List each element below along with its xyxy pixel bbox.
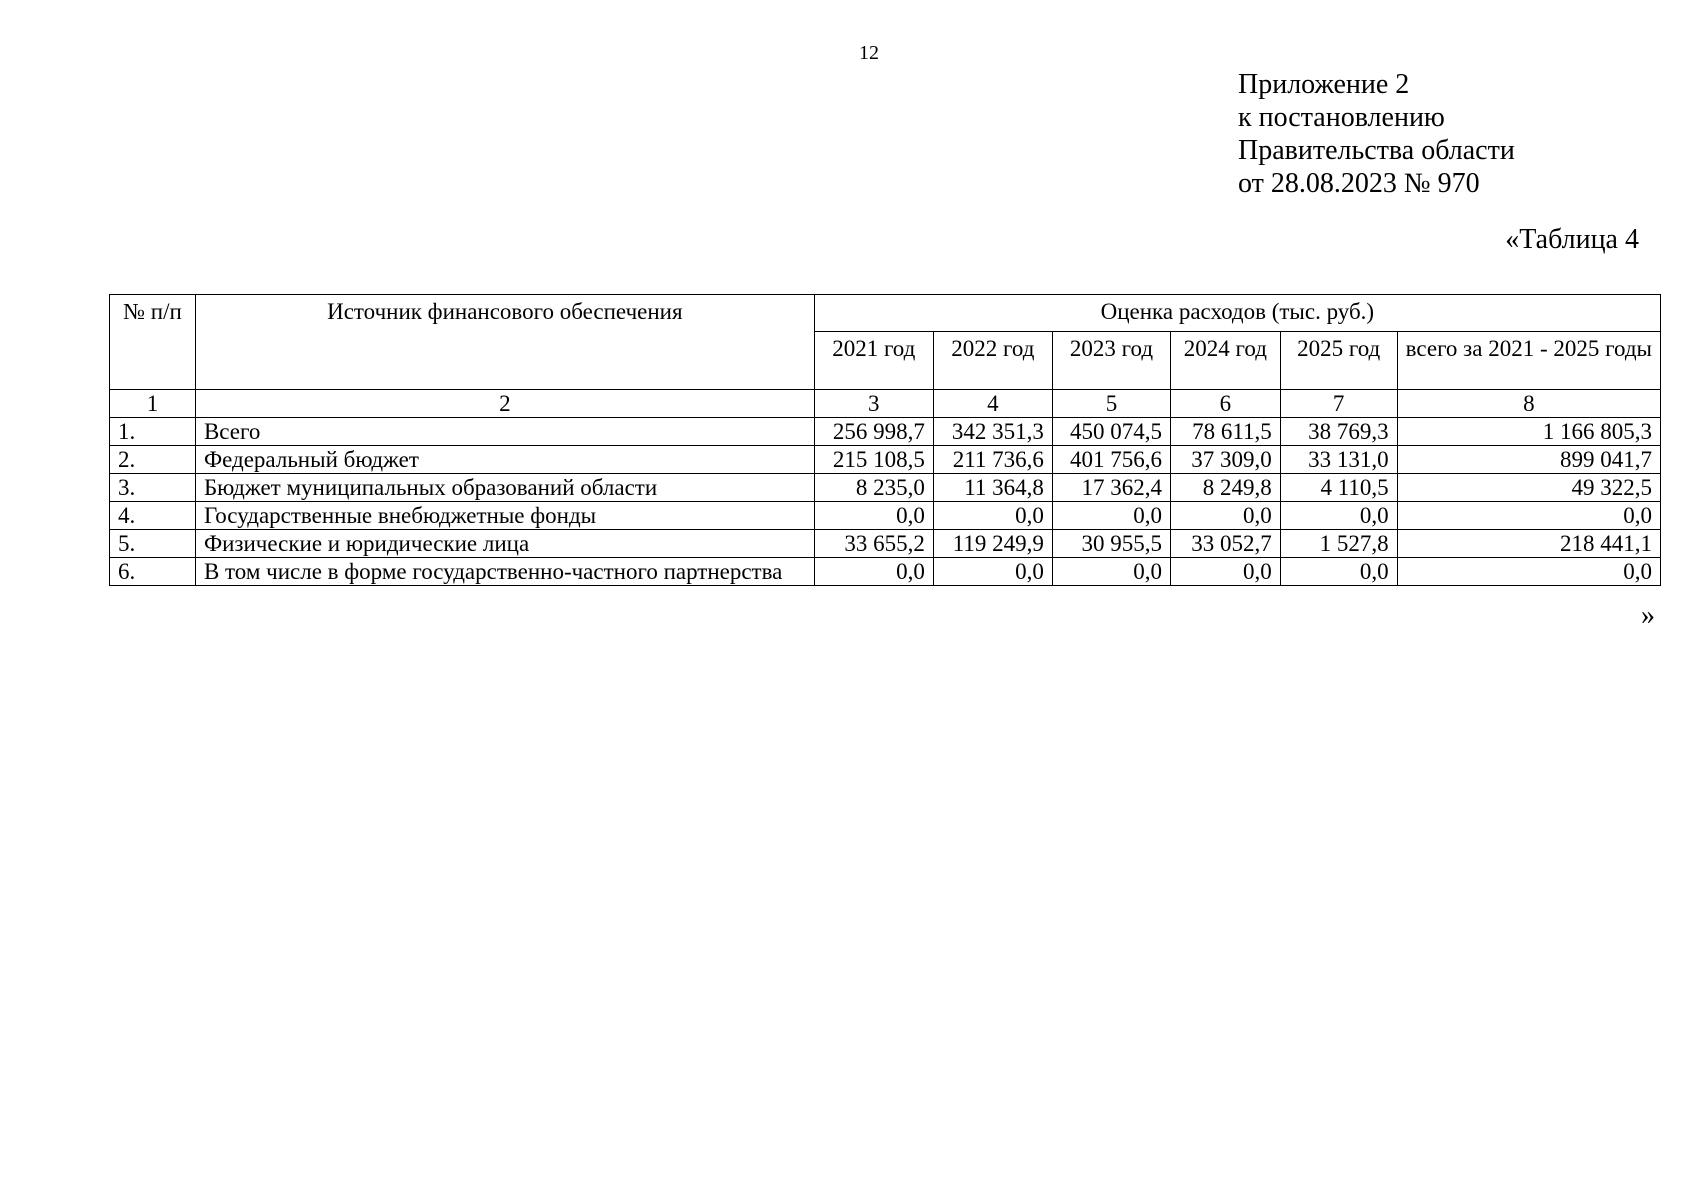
row-value: 0,0 bbox=[1397, 502, 1660, 530]
row-value: 215 108,5 bbox=[814, 446, 933, 474]
row-value: 0,0 bbox=[1280, 558, 1397, 586]
header-source: Источник финансового обеспечения bbox=[195, 295, 814, 390]
row-value: 78 611,5 bbox=[1171, 418, 1281, 446]
row-source: Бюджет муниципальных образований области bbox=[195, 474, 814, 502]
row-value: 0,0 bbox=[814, 502, 933, 530]
row-value: 401 756,6 bbox=[1052, 446, 1170, 474]
row-value: 38 769,3 bbox=[1280, 418, 1397, 446]
appendix-line: Приложение 2 bbox=[1238, 69, 1410, 100]
header-year: 2022 год bbox=[933, 332, 1052, 390]
row-source: Государственные внебюджетные фонды bbox=[195, 502, 814, 530]
row-value: 218 441,1 bbox=[1397, 530, 1660, 558]
row-source: Физические и юридические лица bbox=[195, 530, 814, 558]
row-value: 8 249,8 bbox=[1171, 474, 1281, 502]
row-source: В том числе в форме государственно-частного партнерства bbox=[195, 558, 814, 586]
financing-table bbox=[109, 294, 1661, 586]
table-row bbox=[110, 530, 1661, 558]
row-value: 4 110,5 bbox=[1280, 474, 1397, 502]
column-numbers-row bbox=[110, 390, 1661, 418]
row-value: 0,0 bbox=[1052, 558, 1170, 586]
appendix-line: Правительства области bbox=[1238, 135, 1515, 166]
column-number: 8 bbox=[1397, 390, 1660, 418]
header-year: 2024 год bbox=[1171, 332, 1281, 390]
row-value: 0,0 bbox=[1052, 502, 1170, 530]
row-value: 0,0 bbox=[1280, 502, 1397, 530]
page-number: 12 bbox=[859, 42, 879, 64]
closing-quote: » bbox=[1641, 600, 1655, 631]
column-number: 4 bbox=[933, 390, 1052, 418]
header-year: 2023 год bbox=[1052, 332, 1170, 390]
row-num: 3. bbox=[110, 474, 196, 502]
header-num: № п/п bbox=[110, 295, 196, 390]
row-value: 899 041,7 bbox=[1397, 446, 1660, 474]
table-row bbox=[110, 446, 1661, 474]
table-row bbox=[110, 418, 1661, 446]
row-value: 450 074,5 bbox=[1052, 418, 1170, 446]
header-year: 2025 год bbox=[1280, 332, 1397, 390]
header-total: всего за 2021 - 2025 годы bbox=[1397, 332, 1660, 390]
row-value: 11 364,8 bbox=[933, 474, 1052, 502]
row-source: Федеральный бюджет bbox=[195, 446, 814, 474]
row-value: 342 351,3 bbox=[933, 418, 1052, 446]
row-value: 256 998,7 bbox=[814, 418, 933, 446]
row-num: 4. bbox=[110, 502, 196, 530]
column-number: 3 bbox=[814, 390, 933, 418]
column-number: 6 bbox=[1171, 390, 1281, 418]
row-value: 1 166 805,3 bbox=[1397, 418, 1660, 446]
table-row bbox=[110, 502, 1661, 530]
row-value: 17 362,4 bbox=[1052, 474, 1170, 502]
row-value: 37 309,0 bbox=[1171, 446, 1281, 474]
row-value: 0,0 bbox=[933, 558, 1052, 586]
row-value: 0,0 bbox=[1397, 558, 1660, 586]
row-value: 30 955,5 bbox=[1052, 530, 1170, 558]
row-value: 49 322,5 bbox=[1397, 474, 1660, 502]
row-num: 6. bbox=[110, 558, 196, 586]
header-expenses: Оценка расходов (тыс. руб.) bbox=[814, 295, 1660, 332]
appendix-block bbox=[1238, 68, 1515, 200]
row-value: 33 655,2 bbox=[814, 530, 933, 558]
row-num: 5. bbox=[110, 530, 196, 558]
row-value: 0,0 bbox=[1171, 502, 1281, 530]
row-num: 2. bbox=[110, 446, 196, 474]
column-number: 7 bbox=[1280, 390, 1397, 418]
header-year: 2021 год bbox=[814, 332, 933, 390]
table-row bbox=[110, 474, 1661, 502]
row-value: 0,0 bbox=[1171, 558, 1281, 586]
column-number: 1 bbox=[110, 390, 196, 418]
row-value: 0,0 bbox=[933, 502, 1052, 530]
row-value: 1 527,8 bbox=[1280, 530, 1397, 558]
row-value: 211 736,6 bbox=[933, 446, 1052, 474]
column-number: 5 bbox=[1052, 390, 1170, 418]
row-value: 119 249,9 bbox=[933, 530, 1052, 558]
row-num: 1. bbox=[110, 418, 196, 446]
table-header-row bbox=[110, 295, 1661, 332]
table-caption: «Таблица 4 bbox=[1505, 224, 1639, 255]
row-value: 8 235,0 bbox=[814, 474, 933, 502]
column-number: 2 bbox=[195, 390, 814, 418]
row-value: 0,0 bbox=[814, 558, 933, 586]
row-value: 33 131,0 bbox=[1280, 446, 1397, 474]
appendix-line: к постановлению bbox=[1238, 102, 1445, 133]
appendix-line: от 28.08.2023 № 970 bbox=[1238, 168, 1480, 199]
row-value: 33 052,7 bbox=[1171, 530, 1281, 558]
row-source: Всего bbox=[195, 418, 814, 446]
table-row bbox=[110, 558, 1661, 586]
